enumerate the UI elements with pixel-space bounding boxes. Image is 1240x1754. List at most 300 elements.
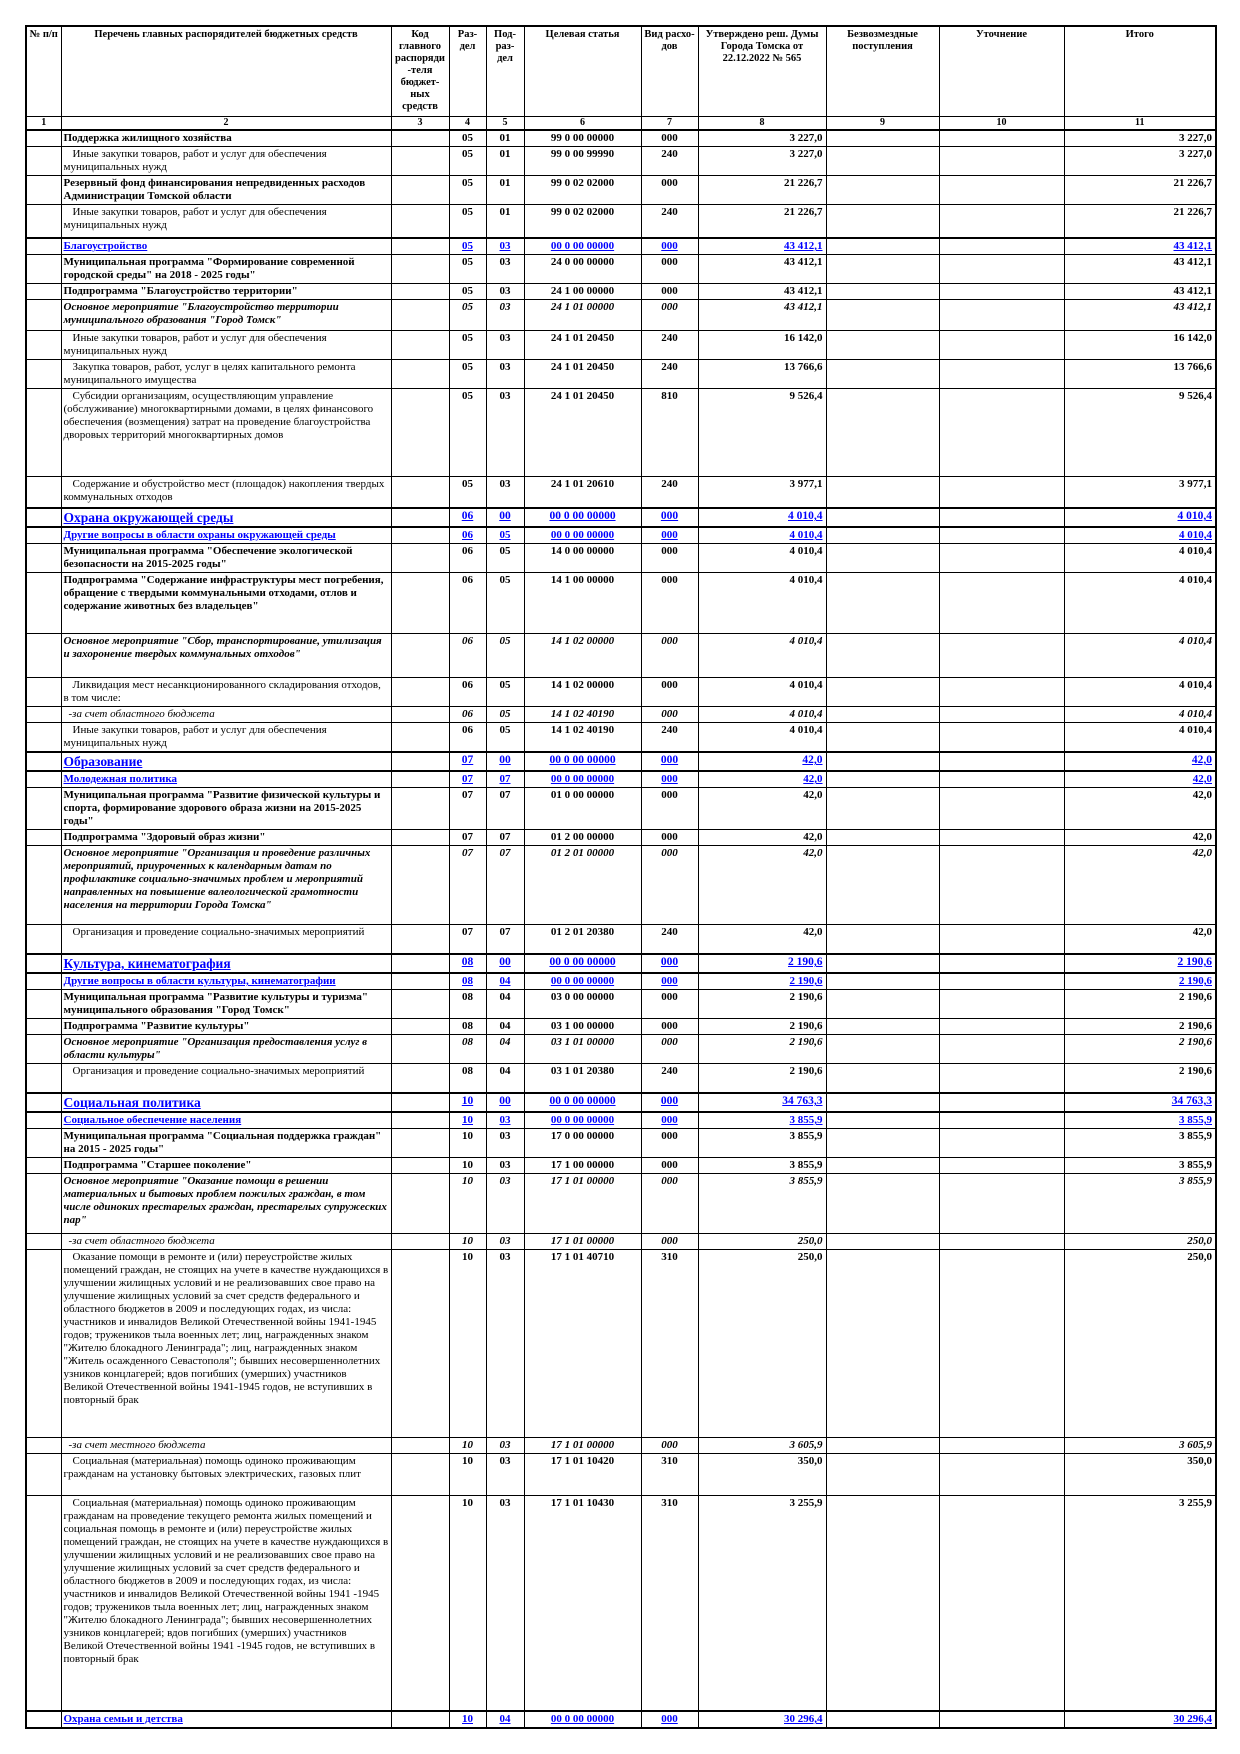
cell-podrazdel: 03 <box>486 1496 524 1712</box>
cell-row-number <box>26 1093 61 1112</box>
cell-target-article: 03 1 00 00000 <box>524 1019 641 1035</box>
cell-item-name: Благоустройство <box>61 238 391 255</box>
cell-grbs-code <box>391 300 449 331</box>
cell-row-number <box>26 678 61 707</box>
cell-adjustment <box>939 1250 1064 1438</box>
table-row <box>26 1454 1216 1496</box>
cell-podrazdel: 04 <box>486 1711 524 1728</box>
table-row <box>26 1234 1216 1250</box>
table-row <box>26 331 1216 360</box>
cell-total-amount: 3 227,0 <box>1064 147 1216 176</box>
cell-approved-amount: 21 226,7 <box>698 205 826 239</box>
cell-grbs-code <box>391 1174 449 1234</box>
cell-approved-amount: 3 605,9 <box>698 1438 826 1454</box>
cell-target-article: 01 2 01 00000 <box>524 846 641 925</box>
cell-razdel: 05 <box>449 238 486 255</box>
cell-adjustment <box>939 255 1064 284</box>
cell-approved-amount: 4 010,4 <box>698 573 826 634</box>
cell-target-article: 00 0 00 00000 <box>524 238 641 255</box>
cell-grbs-code <box>391 1711 449 1728</box>
cell-adjustment <box>939 954 1064 973</box>
cell-podrazdel: 01 <box>486 147 524 176</box>
cell-podrazdel: 01 <box>486 205 524 239</box>
table-row <box>26 723 1216 753</box>
cell-row-number <box>26 284 61 300</box>
cell-grbs-code <box>391 846 449 925</box>
cell-approved-amount: 43 412,1 <box>698 284 826 300</box>
cell-target-article: 24 1 01 20450 <box>524 360 641 389</box>
cell-row-number <box>26 1454 61 1496</box>
cell-expense-type: 240 <box>641 477 698 509</box>
cell-approved-amount: 2 190,6 <box>698 1019 826 1035</box>
cell-total-amount: 42,0 <box>1064 846 1216 925</box>
cell-target-article: 17 1 01 00000 <box>524 1438 641 1454</box>
cell-grbs-code <box>391 331 449 360</box>
cell-target-article: 00 0 00 00000 <box>524 1711 641 1728</box>
cell-expense-type: 000 <box>641 1112 698 1129</box>
col-header-target-article: Целевая статья <box>524 26 641 117</box>
cell-approved-amount: 250,0 <box>698 1234 826 1250</box>
cell-expense-type: 000 <box>641 1234 698 1250</box>
cell-podrazdel: 03 <box>486 1174 524 1234</box>
cell-podrazdel: 03 <box>486 1438 524 1454</box>
cell-item-name: Организация и проведение социально-значимых мероприятий <box>61 1064 391 1094</box>
cell-approved-amount: 9 526,4 <box>698 389 826 477</box>
cell-item-name: Охрана семьи и детства <box>61 1711 391 1728</box>
cell-podrazdel: 03 <box>486 1158 524 1174</box>
cell-gratuitous <box>826 1019 939 1035</box>
cell-gratuitous <box>826 176 939 205</box>
cell-target-article: 24 0 00 00000 <box>524 255 641 284</box>
col-header-total: Итого <box>1064 26 1216 117</box>
cell-total-amount: 2 190,6 <box>1064 954 1216 973</box>
cell-grbs-code <box>391 284 449 300</box>
cell-total-amount: 250,0 <box>1064 1234 1216 1250</box>
cell-item-name: Муниципальная программа "Развитие культуры и туризма" муниципального образования "Город Томск" <box>61 990 391 1019</box>
cell-row-number <box>26 1496 61 1712</box>
col-header-podrazdel: Под-раз-дел <box>486 26 524 117</box>
cell-total-amount: 42,0 <box>1064 771 1216 788</box>
cell-adjustment <box>939 573 1064 634</box>
cell-total-amount: 9 526,4 <box>1064 389 1216 477</box>
cell-grbs-code <box>391 634 449 678</box>
cell-expense-type: 000 <box>641 544 698 573</box>
cell-row-number <box>26 205 61 239</box>
cell-razdel: 06 <box>449 678 486 707</box>
cell-item-name: Закупка товаров, работ, услуг в целях капитального ремонта муниципального имущества <box>61 360 391 389</box>
cell-row-number <box>26 1250 61 1438</box>
cell-target-article: 00 0 00 00000 <box>524 771 641 788</box>
cell-razdel: 07 <box>449 846 486 925</box>
cell-razdel: 08 <box>449 1019 486 1035</box>
cell-row-number <box>26 846 61 925</box>
table-row <box>26 205 1216 239</box>
col-number: 11 <box>1064 117 1216 131</box>
cell-adjustment <box>939 846 1064 925</box>
cell-expense-type: 310 <box>641 1250 698 1438</box>
cell-item-name: Социальная политика <box>61 1093 391 1112</box>
cell-grbs-code <box>391 544 449 573</box>
cell-target-article: 99 0 02 02000 <box>524 176 641 205</box>
cell-gratuitous <box>826 1496 939 1712</box>
cell-approved-amount: 4 010,4 <box>698 678 826 707</box>
cell-razdel: 08 <box>449 954 486 973</box>
cell-grbs-code <box>391 788 449 830</box>
table-row <box>26 1129 1216 1158</box>
cell-adjustment <box>939 925 1064 955</box>
cell-item-name: Иные закупки товаров, работ и услуг для обеспечения муниципальных нужд <box>61 723 391 753</box>
cell-podrazdel: 03 <box>486 1250 524 1438</box>
cell-expense-type: 000 <box>641 300 698 331</box>
cell-grbs-code <box>391 205 449 239</box>
cell-target-article: 01 2 01 20380 <box>524 925 641 955</box>
cell-expense-type: 240 <box>641 331 698 360</box>
cell-adjustment <box>939 723 1064 753</box>
cell-approved-amount: 13 766,6 <box>698 360 826 389</box>
cell-adjustment <box>939 788 1064 830</box>
col-number: 7 <box>641 117 698 131</box>
cell-row-number <box>26 130 61 147</box>
cell-total-amount: 21 226,7 <box>1064 176 1216 205</box>
col-number: 10 <box>939 117 1064 131</box>
cell-total-amount: 4 010,4 <box>1064 634 1216 678</box>
cell-razdel: 10 <box>449 1711 486 1728</box>
table-row <box>26 846 1216 925</box>
cell-razdel: 08 <box>449 1035 486 1064</box>
table-header <box>26 26 1216 130</box>
cell-gratuitous <box>826 771 939 788</box>
cell-razdel: 07 <box>449 752 486 771</box>
cell-gratuitous <box>826 1093 939 1112</box>
cell-expense-type: 810 <box>641 389 698 477</box>
cell-adjustment <box>939 1064 1064 1094</box>
cell-approved-amount: 4 010,4 <box>698 707 826 723</box>
cell-expense-type: 240 <box>641 925 698 955</box>
cell-target-article: 00 0 00 00000 <box>524 1093 641 1112</box>
cell-item-name: Основное мероприятие "Благоустройство территории муниципального образования "Город Томск" <box>61 300 391 331</box>
cell-approved-amount: 2 190,6 <box>698 990 826 1019</box>
cell-approved-amount: 2 190,6 <box>698 1035 826 1064</box>
cell-row-number <box>26 508 61 527</box>
cell-target-article: 17 0 00 00000 <box>524 1129 641 1158</box>
cell-total-amount: 34 763,3 <box>1064 1093 1216 1112</box>
cell-gratuitous <box>826 1711 939 1728</box>
cell-grbs-code <box>391 954 449 973</box>
cell-expense-type: 000 <box>641 1174 698 1234</box>
cell-podrazdel: 05 <box>486 634 524 678</box>
cell-grbs-code <box>391 1250 449 1438</box>
cell-gratuitous <box>826 846 939 925</box>
cell-expense-type: 000 <box>641 508 698 527</box>
cell-row-number <box>26 1064 61 1094</box>
cell-grbs-code <box>391 1112 449 1129</box>
cell-grbs-code <box>391 723 449 753</box>
cell-adjustment <box>939 1158 1064 1174</box>
table-row <box>26 707 1216 723</box>
cell-grbs-code <box>391 255 449 284</box>
cell-grbs-code <box>391 176 449 205</box>
table-row <box>26 1093 1216 1112</box>
cell-gratuitous <box>826 1129 939 1158</box>
cell-razdel: 06 <box>449 634 486 678</box>
cell-item-name: Другие вопросы в области охраны окружающей среды <box>61 527 391 544</box>
cell-adjustment <box>939 752 1064 771</box>
table-row <box>26 1019 1216 1035</box>
cell-gratuitous <box>826 1174 939 1234</box>
cell-grbs-code <box>391 477 449 509</box>
cell-target-article: 03 1 01 20380 <box>524 1064 641 1094</box>
cell-podrazdel: 03 <box>486 255 524 284</box>
table-row <box>26 176 1216 205</box>
cell-gratuitous <box>826 1234 939 1250</box>
cell-item-name: Другие вопросы в области культуры, кинематографии <box>61 973 391 990</box>
cell-adjustment <box>939 973 1064 990</box>
cell-item-name: Муниципальная программа "Обеспечение экологической безопасности на 2015-2025 годы" <box>61 544 391 573</box>
cell-podrazdel: 00 <box>486 954 524 973</box>
cell-razdel: 10 <box>449 1093 486 1112</box>
cell-grbs-code <box>391 1064 449 1094</box>
cell-total-amount: 4 010,4 <box>1064 678 1216 707</box>
cell-razdel: 10 <box>449 1158 486 1174</box>
cell-total-amount: 3 605,9 <box>1064 1438 1216 1454</box>
cell-item-name: Иные закупки товаров, работ и услуг для обеспечения муниципальных нужд <box>61 331 391 360</box>
cell-adjustment <box>939 238 1064 255</box>
cell-adjustment <box>939 707 1064 723</box>
cell-grbs-code <box>391 389 449 477</box>
cell-total-amount: 2 190,6 <box>1064 973 1216 990</box>
cell-podrazdel: 03 <box>486 389 524 477</box>
cell-row-number <box>26 1129 61 1158</box>
cell-gratuitous <box>826 205 939 239</box>
cell-total-amount: 16 142,0 <box>1064 331 1216 360</box>
cell-target-article: 24 1 01 20450 <box>524 331 641 360</box>
cell-approved-amount: 42,0 <box>698 788 826 830</box>
col-header-adjustment: Уточнение <box>939 26 1064 117</box>
cell-row-number <box>26 771 61 788</box>
cell-razdel: 06 <box>449 723 486 753</box>
cell-approved-amount: 3 255,9 <box>698 1496 826 1712</box>
table-row <box>26 360 1216 389</box>
cell-row-number <box>26 331 61 360</box>
cell-target-article: 24 1 00 00000 <box>524 284 641 300</box>
cell-row-number <box>26 1438 61 1454</box>
cell-grbs-code <box>391 1129 449 1158</box>
cell-expense-type: 240 <box>641 147 698 176</box>
cell-row-number <box>26 1174 61 1234</box>
cell-item-name: Культура, кинематография <box>61 954 391 973</box>
cell-row-number <box>26 477 61 509</box>
cell-podrazdel: 07 <box>486 925 524 955</box>
cell-gratuitous <box>826 707 939 723</box>
table-row <box>26 788 1216 830</box>
cell-row-number <box>26 990 61 1019</box>
cell-item-name: -за счет местного бюджета <box>61 1438 391 1454</box>
cell-podrazdel: 01 <box>486 176 524 205</box>
cell-total-amount: 43 412,1 <box>1064 238 1216 255</box>
col-header-name: Перечень главных распорядителей бюджетных средств <box>61 26 391 117</box>
cell-item-name: Организация и проведение социально-значимых мероприятий <box>61 925 391 955</box>
cell-podrazdel: 03 <box>486 360 524 389</box>
cell-adjustment <box>939 300 1064 331</box>
cell-gratuitous <box>826 1438 939 1454</box>
table-row <box>26 300 1216 331</box>
table-row <box>26 1064 1216 1094</box>
cell-grbs-code <box>391 1454 449 1496</box>
cell-podrazdel: 05 <box>486 678 524 707</box>
cell-target-article: 00 0 00 00000 <box>524 508 641 527</box>
cell-razdel: 05 <box>449 360 486 389</box>
table-row <box>26 830 1216 846</box>
cell-podrazdel: 07 <box>486 846 524 925</box>
cell-item-name: Резервный фонд финансирования непредвиденных расходов Администрации Томской области <box>61 176 391 205</box>
col-header-gratuitous: Безвозмездные поступления <box>826 26 939 117</box>
cell-gratuitous <box>826 284 939 300</box>
cell-grbs-code <box>391 925 449 955</box>
cell-gratuitous <box>826 1064 939 1094</box>
table-row <box>26 527 1216 544</box>
cell-target-article: 03 1 01 00000 <box>524 1035 641 1064</box>
cell-row-number <box>26 360 61 389</box>
cell-expense-type: 000 <box>641 973 698 990</box>
cell-row-number <box>26 634 61 678</box>
cell-adjustment <box>939 1711 1064 1728</box>
cell-total-amount: 42,0 <box>1064 752 1216 771</box>
cell-approved-amount: 34 763,3 <box>698 1093 826 1112</box>
cell-gratuitous <box>826 634 939 678</box>
cell-item-name: Образование <box>61 752 391 771</box>
cell-adjustment <box>939 990 1064 1019</box>
cell-total-amount: 30 296,4 <box>1064 1711 1216 1728</box>
cell-razdel: 10 <box>449 1250 486 1438</box>
cell-gratuitous <box>826 238 939 255</box>
budget-table-body <box>26 130 1216 1728</box>
cell-razdel: 10 <box>449 1234 486 1250</box>
cell-razdel: 07 <box>449 788 486 830</box>
cell-podrazdel: 05 <box>486 573 524 634</box>
cell-gratuitous <box>826 678 939 707</box>
cell-adjustment <box>939 1174 1064 1234</box>
cell-podrazdel: 04 <box>486 973 524 990</box>
cell-approved-amount: 4 010,4 <box>698 527 826 544</box>
cell-grbs-code <box>391 1035 449 1064</box>
col-header-razdel: Раз-дел <box>449 26 486 117</box>
cell-razdel: 05 <box>449 255 486 284</box>
cell-razdel: 10 <box>449 1174 486 1234</box>
cell-expense-type: 000 <box>641 176 698 205</box>
cell-row-number <box>26 1711 61 1728</box>
cell-row-number <box>26 788 61 830</box>
cell-expense-type: 000 <box>641 1129 698 1158</box>
cell-adjustment <box>939 1093 1064 1112</box>
table-row <box>26 284 1216 300</box>
cell-adjustment <box>939 544 1064 573</box>
cell-expense-type: 310 <box>641 1454 698 1496</box>
cell-total-amount: 42,0 <box>1064 788 1216 830</box>
cell-approved-amount: 2 190,6 <box>698 1064 826 1094</box>
cell-grbs-code <box>391 1234 449 1250</box>
cell-row-number <box>26 954 61 973</box>
cell-grbs-code <box>391 238 449 255</box>
cell-razdel: 05 <box>449 147 486 176</box>
cell-gratuitous <box>826 255 939 284</box>
cell-adjustment <box>939 1496 1064 1712</box>
cell-row-number <box>26 723 61 753</box>
cell-razdel: 10 <box>449 1438 486 1454</box>
cell-podrazdel: 05 <box>486 707 524 723</box>
cell-grbs-code <box>391 1496 449 1712</box>
cell-approved-amount: 43 412,1 <box>698 255 826 284</box>
cell-adjustment <box>939 1454 1064 1496</box>
table-row <box>26 1496 1216 1712</box>
cell-total-amount: 43 412,1 <box>1064 255 1216 284</box>
cell-adjustment <box>939 508 1064 527</box>
cell-item-name: Социальная (материальная) помощь одиноко проживающим гражданам на проведение текущего ремонта жилых помещений и социальная помощь в ремонте и (или) переустройстве жилых помещений граждан, не стоящих на учете в качестве нуждающихся в улучшении жилищных условий и не реализовавших свое право на улучшение жилищных условий за счет средств федерального и областного бюджетов в 2009 и последующих годах, из числа: участников и инвалидов Великой Отечественной войны 1941 -1945 годов; тружеников тыла военных лет; лиц, награжденных знаком "Жителю блокадного Ленинграда"; бывших несовершеннолетних узников концлагерей; вдов погибших (умерших) участников Великой Отечественной войны 1941 -1945 годов, не вступивших в повторный брак <box>61 1496 391 1712</box>
cell-row-number <box>26 389 61 477</box>
cell-approved-amount: 4 010,4 <box>698 723 826 753</box>
cell-approved-amount: 4 010,4 <box>698 508 826 527</box>
cell-adjustment <box>939 678 1064 707</box>
cell-gratuitous <box>826 130 939 147</box>
cell-row-number <box>26 1158 61 1174</box>
cell-adjustment <box>939 771 1064 788</box>
cell-podrazdel: 04 <box>486 1019 524 1035</box>
cell-gratuitous <box>826 508 939 527</box>
cell-item-name: Содержание и обустройство мест (площадок) накопления твердых коммунальных отходов <box>61 477 391 509</box>
cell-total-amount: 4 010,4 <box>1064 723 1216 753</box>
cell-approved-amount: 4 010,4 <box>698 634 826 678</box>
cell-item-name: Молодежная политика <box>61 771 391 788</box>
cell-adjustment <box>939 360 1064 389</box>
cell-approved-amount: 4 010,4 <box>698 544 826 573</box>
col-number: 4 <box>449 117 486 131</box>
cell-total-amount: 3 977,1 <box>1064 477 1216 509</box>
cell-adjustment <box>939 1019 1064 1035</box>
cell-adjustment <box>939 147 1064 176</box>
cell-item-name: Социальное обеспечение населения <box>61 1112 391 1129</box>
cell-razdel: 10 <box>449 1496 486 1712</box>
cell-razdel: 05 <box>449 284 486 300</box>
cell-expense-type: 000 <box>641 634 698 678</box>
cell-approved-amount: 42,0 <box>698 830 826 846</box>
cell-target-article: 24 1 01 20610 <box>524 477 641 509</box>
table-row <box>26 1250 1216 1438</box>
cell-gratuitous <box>826 1250 939 1438</box>
cell-grbs-code <box>391 752 449 771</box>
cell-total-amount: 2 190,6 <box>1064 990 1216 1019</box>
cell-expense-type: 000 <box>641 846 698 925</box>
cell-item-name: Поддержка жилищного хозяйства <box>61 130 391 147</box>
cell-gratuitous <box>826 544 939 573</box>
cell-gratuitous <box>826 954 939 973</box>
table-row <box>26 634 1216 678</box>
cell-razdel: 06 <box>449 508 486 527</box>
cell-expense-type: 240 <box>641 1064 698 1094</box>
cell-razdel: 08 <box>449 1064 486 1094</box>
cell-approved-amount: 2 190,6 <box>698 954 826 973</box>
cell-podrazdel: 01 <box>486 130 524 147</box>
cell-gratuitous <box>826 1112 939 1129</box>
cell-total-amount: 4 010,4 <box>1064 573 1216 634</box>
cell-target-article: 00 0 00 00000 <box>524 954 641 973</box>
cell-row-number <box>26 300 61 331</box>
cell-approved-amount: 3 855,9 <box>698 1112 826 1129</box>
cell-row-number <box>26 1234 61 1250</box>
cell-grbs-code <box>391 147 449 176</box>
cell-razdel: 10 <box>449 1112 486 1129</box>
cell-target-article: 99 0 00 00000 <box>524 130 641 147</box>
cell-row-number <box>26 527 61 544</box>
cell-podrazdel: 04 <box>486 990 524 1019</box>
